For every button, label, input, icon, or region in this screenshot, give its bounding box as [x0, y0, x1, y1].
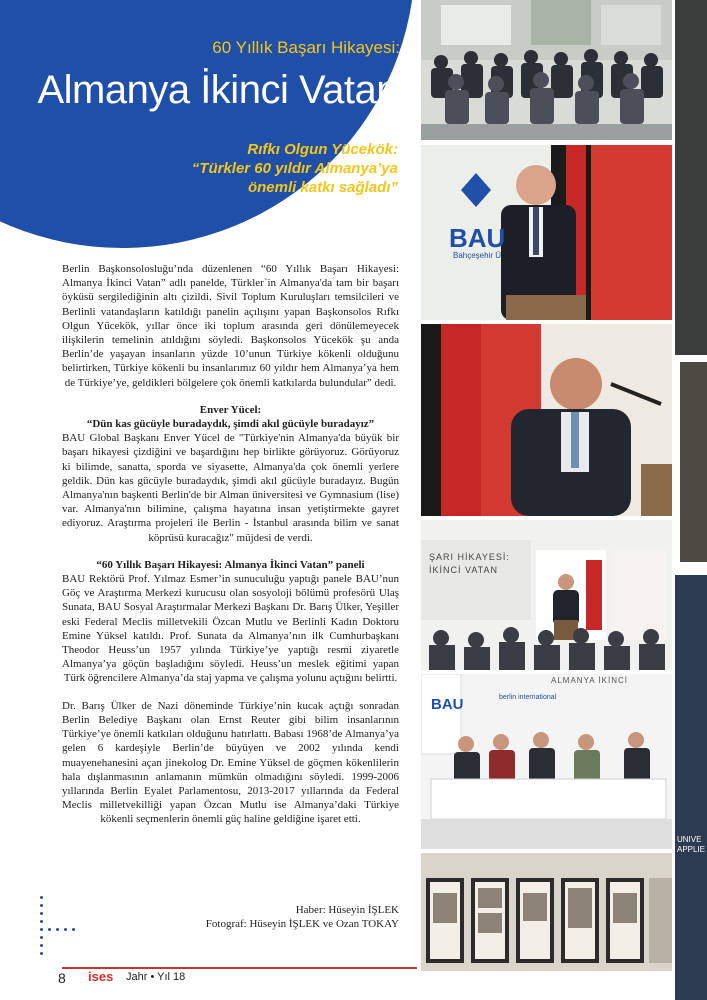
article-kicker: 60 Yıllık Başarı Hikayesi:	[212, 38, 400, 57]
bau-sign-sub: Bahçeşehir Ü	[453, 251, 502, 260]
subheading-panel: “60 Yıllık Başarı Hikayesi: Almanya İkinci Vatan” paneli	[96, 558, 365, 571]
page-number: 8	[58, 970, 66, 986]
news-credit: Haber: Hüseyin İŞLEK	[295, 904, 399, 916]
banner-line2: İKİNCİ VATAN	[429, 565, 499, 575]
photo-speaker-yucel	[421, 324, 672, 516]
photo-panel-room	[421, 520, 672, 670]
photo-edge-bottom	[675, 575, 707, 1000]
issue-label: Jahr • Yıl 18	[126, 971, 186, 983]
article-title: Almanya İkinci Vatan	[37, 68, 398, 112]
bau-sign: BAU	[449, 223, 506, 253]
article-body	[62, 262, 399, 827]
footer-rule	[62, 967, 417, 969]
paragraph: BAU Rektörü Prof. Yılmaz Esmer’in sunuculuğu yaptığı panele BAU’nun Göç ve Araştırma Merkezi kurucusu olan sosyoloji bölümü profesörü Ulaş Sunata, BAU Sosyal Araştırmalar Merkezi Başkanı Dr. Barış Ülker, Yeşiller eski Federal Meclis milletvekili Özcan Mutlu ve Berlinli Kadın Doktoru Emine Yüksel katıldı. Prof. Sunata da Almanya’nın ilk Cumhurbaşkanı Theodor Heuss’un 1957 yılında Türkiye’ye yaptığı resmi ziyaretle Almanya’ya göçün başladığını söyledi. Heuss’un meslek eğitimi yapan Türk öğrencilere Almanya’da staj yapma ve çalışma yolunu açtığını belirtti.	[62, 573, 399, 685]
magazine-logo: ises	[88, 969, 114, 984]
panel-bau-logo: BAU	[431, 696, 464, 713]
photo-credit: Fotograf: Hüseyin İŞLEK ve Ozan TOKAY	[205, 918, 399, 930]
photo-edge-top	[675, 0, 707, 355]
subheading-name: Enver Yücel:	[199, 403, 262, 416]
paragraph: Berlin Başkonsolosluğu’nda düzenlenen “60 Yıllık Başarı Hikayesi: Almanya İkinci Vatan” adlı panelde, Türkler`in Almanya'da tam bir başarı öyküsü sergilediğinin altı çizildi. Sivil Toplum Kuruluşları temsilcileri ve Berlinli vatandaşların katıldığı panelin açılışını yapan Başkonsolos Rıfkı Olgun Yücekök, yıllar önce iki toplum arasında geri dönülemeyecek ilişkilerin temelinin atıldığını söyledi. Başkonsolos Yücekök şu anda Berlin’de yaşayan insanların yüzde 10’unun Türkiye kökenli olduğunu belirtirken, Türkiye kökenli bu insanlarımız 60 yıldır hem Almanya’ya hem de Türkiye’ye, geldikleri bölgelere çok önemli katkılarda bulundular” dedi.	[62, 263, 399, 389]
paragraph: BAU Global Başkanı Enver Yücel de "Türkiye'nin Almanya'da büyük bir başarı hikayesi çizdiğini ve başardığını hep birlikte görüyoruz. Görüyoruz ki bilimde, sanatta, sporda ve siyasette, Almanya'da çok önemli yerlere geldik. Dün kas gücüyle buradaydık, şimdi akıl gücüyle buradayız. Bugün Almanya'nın başkenti Berlin'de bir Alman üniversitesi ve Gymnasium (lise) var. Almanya'nın bilimine, çalışma hayatına insan yetiştirmekte gayret ediyoruz. Araştırma projeleri ile Berlin - İstanbul arasında bilim ve sanat köprüsü kuracağız" müjdesi de verdi.	[62, 432, 399, 544]
subheading-quote: “Dün kas gücüyle buradaydık, şimdi akıl gücüyle buradayız”	[86, 418, 375, 431]
photo-edge-mid	[680, 362, 707, 562]
univ-text: UNIVE APPLIE	[677, 835, 706, 854]
paragraph: Dr. Barış Ülker de Nazi döneminde Türkiye’nin kucak açtığı sonradan Berlin Belediye Başkanı olan Ernst Reuter gibi bilim insanlarının Türkiye’ye önemli katkıları olduğunu hatırlattı. Babası 1968’de Almanya’ya gelen 6 kardeşiyle Berlin’de büyüyen ve 2002 yılında kendi muayenehanesini açan jinekolog Dr. Emine Yüksel de göçmen kökenlilerin hala dışlanmasının anlamanın mümkün olmadığını söyledi. 1999-2006 yıllarında Berlin Eyalet Parlamentosu, 2013-2017 yıllarında da Federal Meclis milletvekilliği yapan Özcan Mutlu ise Almanya’daki Türkiye kökenli seçmenlerin önemli güç haline geldiğine işaret etti.	[62, 699, 399, 826]
photo-speaker-consul	[421, 145, 672, 320]
photo-exhibition	[421, 853, 672, 971]
photo-panelists	[421, 674, 672, 849]
article-deck: Rıfkı Olgun Yücekök: “Türkler 60 yıldır Almanya’ya önemli katkı sağladı”	[191, 141, 398, 196]
photo-audience	[421, 0, 672, 140]
banner-line1: ŞARI HİKAYESİ:	[429, 552, 510, 562]
panel-banner: ALMANYA İKİNCİ	[551, 676, 628, 685]
panel-berlin-logo: berlin international	[499, 694, 557, 701]
